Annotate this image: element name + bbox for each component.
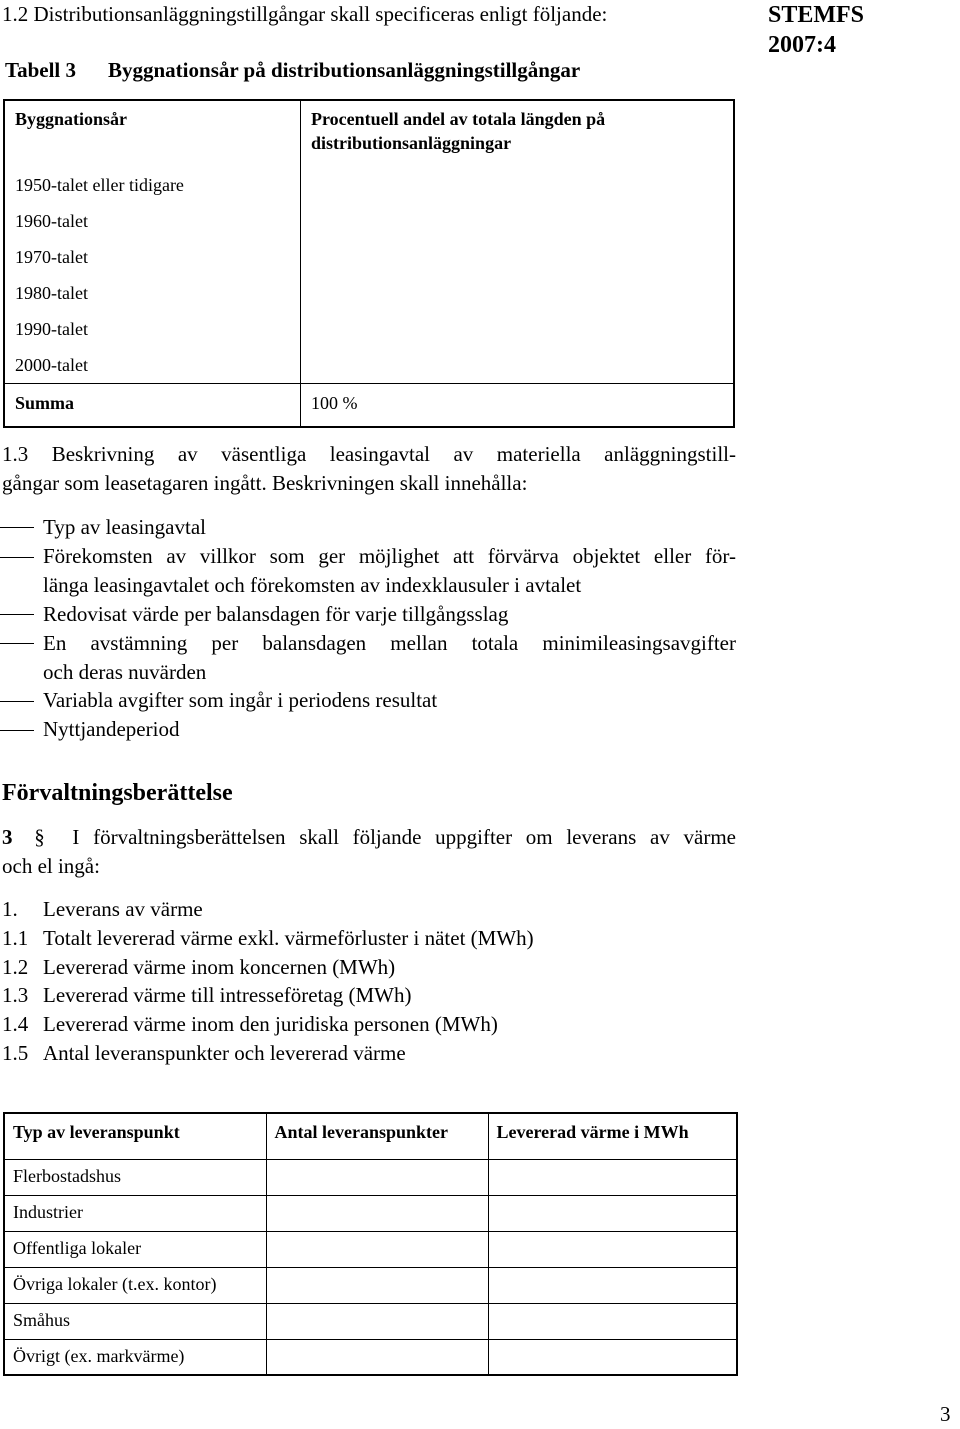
- list-item: En avstämning per balansdagen mellan totala minimileasingsavgifter: [43, 631, 736, 655]
- dash-bullet: [0, 701, 34, 702]
- column-header-heat: Levererad värme i MWh: [496, 1122, 689, 1142]
- intro-line-1: 1.3 Beskrivning av väsentliga leasingavtal av materiella anläggningstill-: [2, 442, 736, 466]
- count-cell: [266, 1303, 488, 1339]
- list-number: 1.3: [2, 983, 29, 1007]
- count-cell: [266, 1195, 488, 1231]
- table-row: [4, 1195, 737, 1231]
- paragraph-number: 3: [2, 825, 13, 849]
- list-item-continued: länga leasingavtalet och förekomsten av indexklausuler i avtalet: [43, 573, 582, 597]
- count-cell: [266, 1231, 488, 1267]
- sum-label: Summa: [4, 383, 301, 427]
- type-cell: Flerbostadshus: [4, 1159, 266, 1195]
- year-cell: 2000-talet: [4, 347, 301, 383]
- table-row: [4, 347, 734, 383]
- list-item-continued: och deras nuvärden: [43, 660, 207, 684]
- list-number: 1.4: [2, 1012, 29, 1036]
- heat-cell: [488, 1339, 737, 1375]
- dash-bullet: [0, 557, 34, 558]
- share-cell: [301, 347, 735, 383]
- year-cell: 1950-talet eller tidigare: [4, 167, 301, 203]
- section-1-3-intro: [2, 440, 736, 498]
- table-row: [4, 275, 734, 311]
- type-cell: Övrigt (ex. markvärme): [4, 1339, 266, 1375]
- heat-cell: [488, 1231, 737, 1267]
- list-number: 1.2: [2, 955, 29, 979]
- section-heading-1-2: 1.2 Distributionsanläggningstillgångar skall specificeras enligt följande:: [2, 2, 608, 26]
- share-cell: [301, 311, 735, 347]
- share-cell: [301, 167, 735, 203]
- year-cell: 1990-talet: [4, 311, 301, 347]
- sum-row: [4, 383, 734, 427]
- list-item: Levererad värme till intresseföretag (MWh): [43, 983, 412, 1007]
- table-header-row: [4, 1113, 737, 1159]
- dash-bullet: [0, 614, 34, 615]
- share-cell: [301, 203, 735, 239]
- count-cell: [266, 1267, 488, 1303]
- list-item: Totalt levererad värme exkl. värmeförluster i nätet (MWh): [43, 926, 534, 950]
- list-item: Variabla avgifter som ingår i periodens resultat: [43, 688, 438, 712]
- type-cell: Övriga lokaler (t.ex. kontor): [4, 1267, 266, 1303]
- heat-cell: [488, 1267, 737, 1303]
- table-row: [4, 311, 734, 347]
- list-item: Levererad värme inom koncernen (MWh): [43, 955, 396, 979]
- paragraph-3: [2, 823, 736, 881]
- heat-cell: [488, 1195, 737, 1231]
- list-number: 1.1: [2, 926, 29, 950]
- paragraph-3-text: I förvaltningsberättelsen skall följande uppgifter om leverans av värme: [72, 825, 736, 849]
- table-row: [4, 1339, 737, 1375]
- heading-forvaltningsberattelse: Förvaltningsberättelse: [2, 780, 233, 806]
- table-row: [4, 167, 734, 203]
- table-header-row: [4, 100, 734, 167]
- table3-label: Tabell 3: [5, 58, 76, 82]
- sum-value: 100 %: [301, 383, 735, 427]
- type-cell: Offentliga lokaler: [4, 1231, 266, 1267]
- intro-line-2: gångar som leasetagaren ingått. Beskrivningen skall innehålla:: [2, 471, 528, 495]
- list-item: Typ av leasingavtal: [43, 515, 206, 539]
- table-row: [4, 1267, 737, 1303]
- column-header-share: Procentuell andel av totala längden på distributionsanläggningar: [311, 109, 606, 153]
- page-number: 3: [940, 1402, 951, 1426]
- paragraph-3-line-1: [2, 823, 736, 852]
- list-item: Förekomsten av villkor som ger möjlighet att förvärva objektet eller för-: [43, 544, 736, 568]
- stemfs-number: 2007:4: [768, 32, 836, 58]
- table-row: [4, 1303, 737, 1339]
- list-item: Leverans av värme: [43, 897, 203, 921]
- section-sign-icon: §: [34, 825, 45, 849]
- list-item: Nyttjandeperiod: [43, 717, 180, 741]
- dash-bullet: [0, 643, 34, 644]
- column-header-count: Antal leveranspunkter: [266, 1113, 488, 1159]
- dash-bullet: [0, 730, 34, 731]
- delivery-point-table: [3, 1112, 738, 1376]
- count-cell: [266, 1339, 488, 1375]
- table-row: [4, 1159, 737, 1195]
- list-number: 1.5: [2, 1041, 29, 1065]
- heat-cell: [488, 1159, 737, 1195]
- paragraph-3-line-2: och el ingå:: [2, 854, 100, 878]
- table-row: [4, 239, 734, 275]
- dash-bullet: [0, 527, 34, 528]
- share-cell: [301, 275, 735, 311]
- type-cell: Industrier: [4, 1195, 266, 1231]
- year-cell: 1960-talet: [4, 203, 301, 239]
- construction-year-table: [3, 99, 735, 428]
- year-cell: 1970-talet: [4, 239, 301, 275]
- table3-title: Byggnationsår på distributionsanläggningstillgångar: [108, 58, 581, 82]
- column-header-year: Byggnationsår: [4, 100, 301, 167]
- share-cell: [301, 239, 735, 275]
- year-cell: 1980-talet: [4, 275, 301, 311]
- table-row: [4, 1231, 737, 1267]
- list-number: 1.: [2, 897, 18, 921]
- list-item: Antal leveranspunkter och levererad värme: [43, 1041, 406, 1065]
- stemfs-label: STEMFS: [768, 2, 865, 28]
- count-cell: [266, 1159, 488, 1195]
- list-item: Redovisat värde per balansdagen för varje tillgångsslag: [43, 602, 509, 626]
- stemfs-reference: [768, 0, 918, 60]
- column-header-type: Typ av leveranspunkt: [4, 1113, 266, 1159]
- table-row: [4, 203, 734, 239]
- heat-cell: [488, 1303, 737, 1339]
- type-cell: Småhus: [4, 1303, 266, 1339]
- list-item: Levererad värme inom den juridiska personen (MWh): [43, 1012, 498, 1036]
